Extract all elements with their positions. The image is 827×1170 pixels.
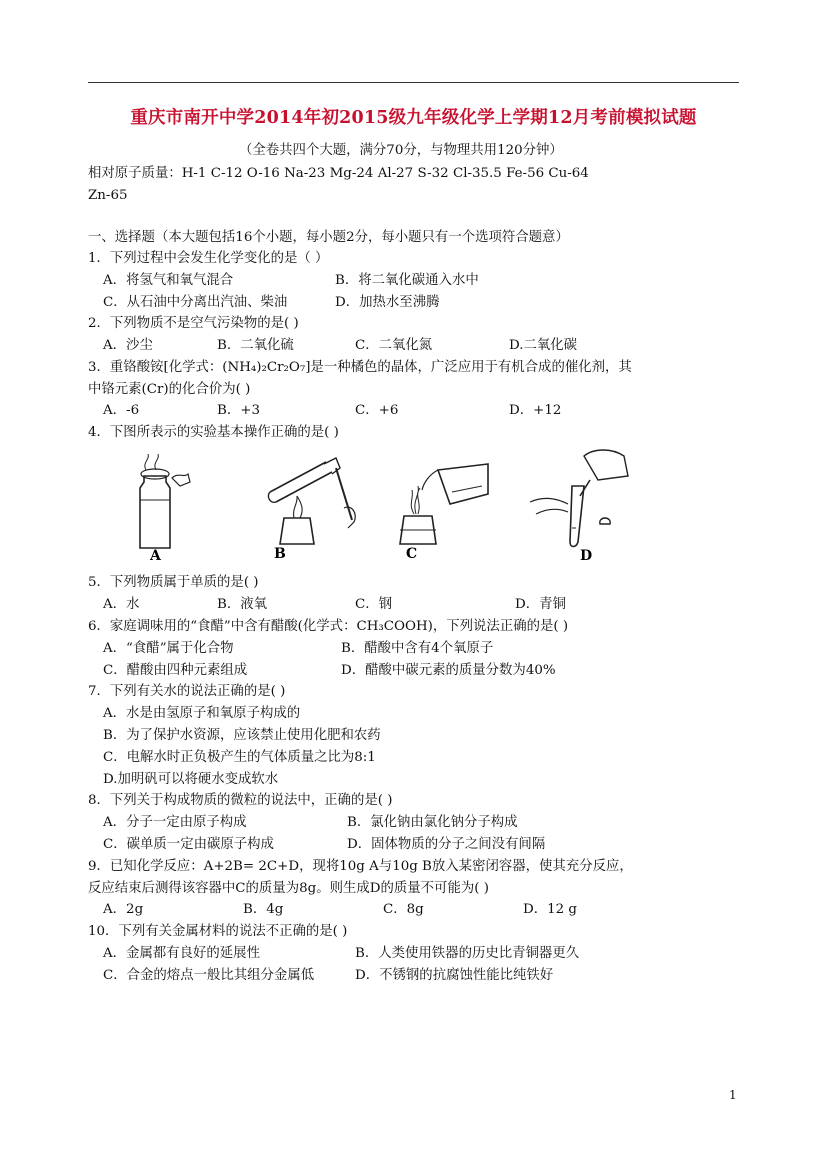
question-9-option-b: B．4g <box>243 902 284 917</box>
atomic-mass-line: 相对原子质量：H-1 C-12 O-16 Na-23 Mg-24 Al-27 S-32 Cl-35.5 Fe-56 Cu-64 <box>88 166 589 181</box>
question-1-option-c: C．从石油中分离出汽油、柴油 <box>103 295 288 310</box>
question-10-option-c: C．合金的熔点一般比其组分金属低 <box>103 968 315 983</box>
question-9-stem: 9．已知化学反应：A+2B= 2C+D，现将10g A与10g B放入某密闭容器，使其充分反应， <box>88 859 633 874</box>
figure-c-label: C <box>406 546 418 562</box>
question-10-stem: 10．下列有关金属材料的说法不正确的是( ) <box>88 924 348 939</box>
page-number: 1 <box>729 1088 737 1102</box>
figure-c-pouring-liquid <box>392 456 496 566</box>
question-1-stem: 1．下列过程中会发生化学变化的是（ ） <box>88 251 329 266</box>
question-9-option-a: A．2g <box>103 902 144 917</box>
question-1-option-d: D．加热水至沸腾 <box>335 295 440 310</box>
question-3-option-b: B．+3 <box>217 403 260 418</box>
question-9-stem-cont: 反应结束后测得该容器中C的质量为8g。则生成D的质量不可能为( ) <box>88 881 489 896</box>
question-3-stem-cont: 中铬元素(Cr)的化合价为( ) <box>88 382 251 397</box>
question-9-option-c: C．8g <box>383 902 424 917</box>
question-6-option-d: D．醋酸中碳元素的质量分数为40% <box>341 663 556 678</box>
question-5-option-a: A．水 <box>103 597 140 612</box>
figure-a-label: A <box>150 548 161 564</box>
question-4-stem: 4．下图所表示的实验基本操作正确的是( ) <box>88 425 339 440</box>
question-8-option-c: C．碳单质一定由碳原子构成 <box>103 837 274 852</box>
question-2-stem: 2．下列物质不是空气污染物的是( ) <box>88 316 299 331</box>
figure-d-label: D <box>580 548 593 564</box>
question-5-option-c: C．钢 <box>355 597 393 612</box>
question-7-option-b: B．为了保护水资源，应该禁止使用化肥和农药 <box>103 728 381 743</box>
question-10-option-d: D．不锈钢的抗腐蚀性能比纯铁好 <box>355 968 554 983</box>
question-8-option-b: B．氯化钠由氯化钠分子构成 <box>347 815 518 830</box>
question-6-option-a: A．“食醋”属于化合物 <box>103 641 234 656</box>
question-5-option-d: D．青铜 <box>515 597 566 612</box>
page-title: 重庆市南开中学2014年初2015级九年级化学上学期12月考前模拟试题 <box>130 108 697 128</box>
question-10-option-a: A．金属都有良好的延展性 <box>103 946 260 961</box>
question-8-stem: 8．下列关于构成物质的微粒的说法中，正确的是( ) <box>88 793 393 808</box>
question-7-option-a: A．水是由氢原子和氧原子构成的 <box>103 706 301 721</box>
question-8-option-a: A．分子一定由原子构成 <box>103 815 247 830</box>
question-9-option-d: D．12 g <box>523 902 577 917</box>
figure-d-adding-liquid <box>528 446 640 566</box>
section-heading: 一、选择题（本大题包括16个小题，每小题2分，每小题只有一个选项符合题意） <box>88 230 569 245</box>
question-2-option-b: B．二氧化硫 <box>217 338 294 353</box>
question-5-option-b: B．液氧 <box>217 597 268 612</box>
header-rule <box>88 82 739 83</box>
question-6-stem: 6．家庭调味用的“食醋”中含有醋酸(化学式：CH₃COOH)，下列说法正确的是( ) <box>88 619 569 634</box>
question-6-option-c: C．醋酸由四种元素组成 <box>103 663 248 678</box>
question-3-option-c: C．+6 <box>355 403 399 418</box>
figure-a-gas-jar <box>128 452 196 566</box>
question-2-option-d: D.二氧化碳 <box>509 338 578 353</box>
question-1-option-a: A．将氢气和氧气混合 <box>103 273 234 288</box>
question-3-stem: 3．重铬酸铵[化学式：(NH₄)₂Cr₂O₇]是一种橘色的晶体，广泛应用于有机合成的催化剂，其 <box>88 360 632 375</box>
question-7-option-d: D.加明矾可以将硬水变成软水 <box>103 772 279 787</box>
question-3-option-a: A．-6 <box>103 403 140 418</box>
question-3-option-d: D．+12 <box>509 403 562 418</box>
question-6-option-b: B．醋酸中含有4个氧原子 <box>341 641 494 656</box>
exam-info: （全卷共四个大题，满分70分，与物理共用120分钟） <box>239 143 563 158</box>
figure-b-heating-test-tube <box>262 448 362 566</box>
question-10-option-b: B．人类使用铁器的历史比青铜器更久 <box>355 946 580 961</box>
question-7-option-c: C．电解水时正负极产生的气体质量之比为8:1 <box>103 750 376 765</box>
question-8-option-d: D．固体物质的分子之间没有间隔 <box>347 837 546 852</box>
question-7-stem: 7．下列有关水的说法正确的是( ) <box>88 684 286 699</box>
question-5-stem: 5．下列物质属于单质的是( ) <box>88 575 259 590</box>
figure-b-label: B <box>274 546 286 562</box>
question-2-option-a: A．沙尘 <box>103 338 153 353</box>
question-2-option-c: C．二氧化氮 <box>355 338 433 353</box>
atomic-mass-line-cont: Zn-65 <box>88 188 128 203</box>
question-1-option-b: B．将二氧化碳通入水中 <box>335 273 479 288</box>
